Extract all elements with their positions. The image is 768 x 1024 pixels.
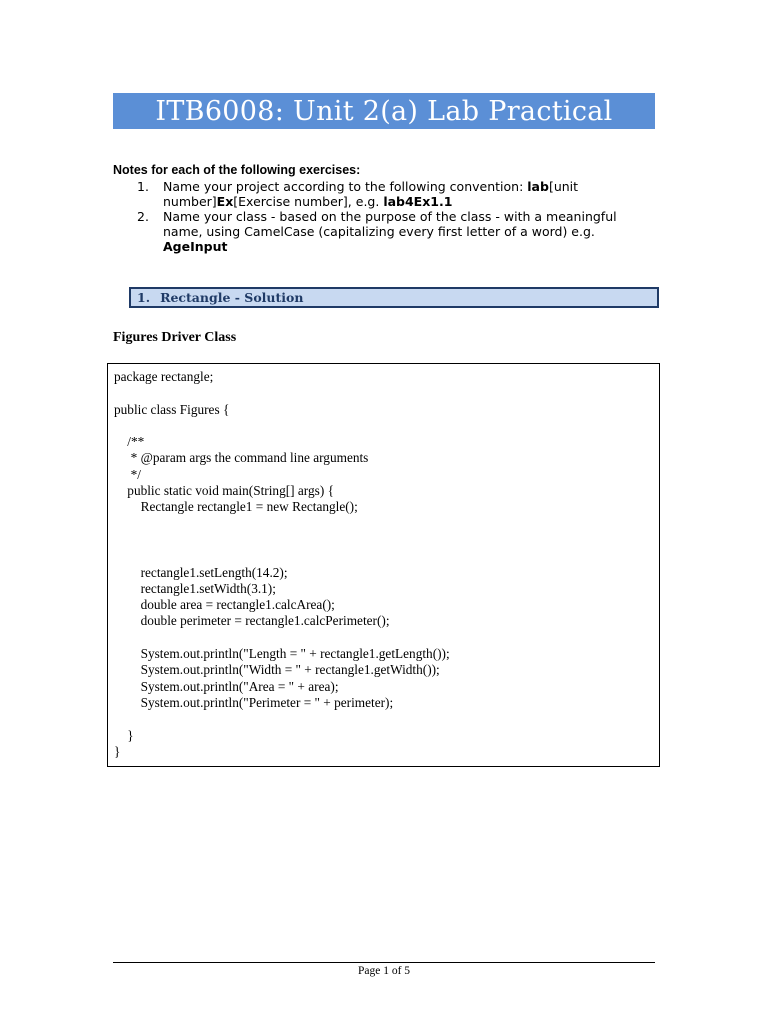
code-line (114, 516, 653, 532)
code-line: System.out.println("Length = " + rectangle1.getLength()); (114, 646, 450, 662)
code-line: * @param args the command line arguments (114, 450, 369, 466)
notes-heading: Notes for each of the following exercises: (113, 163, 361, 177)
note-bold-text: Ex (216, 194, 234, 209)
code-line (114, 532, 653, 548)
page-number: Page 1 of 5 (357, 965, 411, 977)
notes-block (113, 163, 653, 254)
code-line: */ (114, 466, 141, 482)
footer-divider (113, 962, 655, 963)
code-line (114, 548, 653, 564)
section-label: Rectangle - Solution (160, 290, 304, 305)
code-line (114, 418, 653, 434)
note-plain-text: Name your class - based on the purpose of the class - with a meaningful name, using CamelCase (capitalizing every first letter of a word) e.g. (163, 209, 617, 239)
code-block (107, 363, 660, 767)
code-line: double area = rectangle1.calcArea(); (114, 597, 335, 613)
note-text (163, 179, 653, 209)
code-line: System.out.println("Perimeter = " + perimeter); (114, 694, 394, 710)
note-text (163, 209, 653, 254)
document-title: ITB6008: Unit 2(a) Lab Practical (113, 93, 655, 129)
code-line (114, 711, 653, 727)
section-heading (129, 287, 659, 308)
note-item (137, 209, 653, 254)
subheading: Figures Driver Class (113, 330, 237, 345)
code-line (114, 385, 653, 401)
code-line: System.out.println("Area = " + area); (114, 678, 339, 694)
code-line: public static void main(String[] args) { (114, 483, 334, 499)
note-bold-text: lab (527, 179, 549, 194)
note-number: 1. (137, 179, 149, 194)
note-bold-text: lab4Ex1.1 (383, 194, 453, 209)
code-line: public class Figures { (114, 401, 230, 417)
notes-list (113, 179, 653, 254)
code-line (114, 630, 653, 646)
note-item (137, 179, 653, 209)
code-line: rectangle1.setLength(14.2); (114, 564, 288, 580)
code-line: /** (114, 434, 145, 450)
code-line: rectangle1.setWidth(3.1); (114, 580, 276, 596)
code-line: } (114, 727, 134, 743)
section-number: 1. (137, 290, 151, 305)
code-line: double perimeter = rectangle1.calcPerimeter(); (114, 613, 390, 629)
note-plain-text: Name your project according to the following convention: (163, 179, 528, 194)
code-line: } (114, 743, 121, 759)
code-line: Rectangle rectangle1 = new Rectangle(); (114, 499, 358, 515)
code-line: package rectangle; (114, 369, 214, 384)
note-bold-text: AgeInput (163, 239, 228, 254)
code-line: System.out.println("Width = " + rectangle1.getWidth()); (114, 662, 440, 678)
note-plain-text: [Exercise number], e.g. (233, 194, 384, 209)
note-plain-text: [unit number] (163, 179, 579, 209)
note-number: 2. (137, 209, 149, 224)
